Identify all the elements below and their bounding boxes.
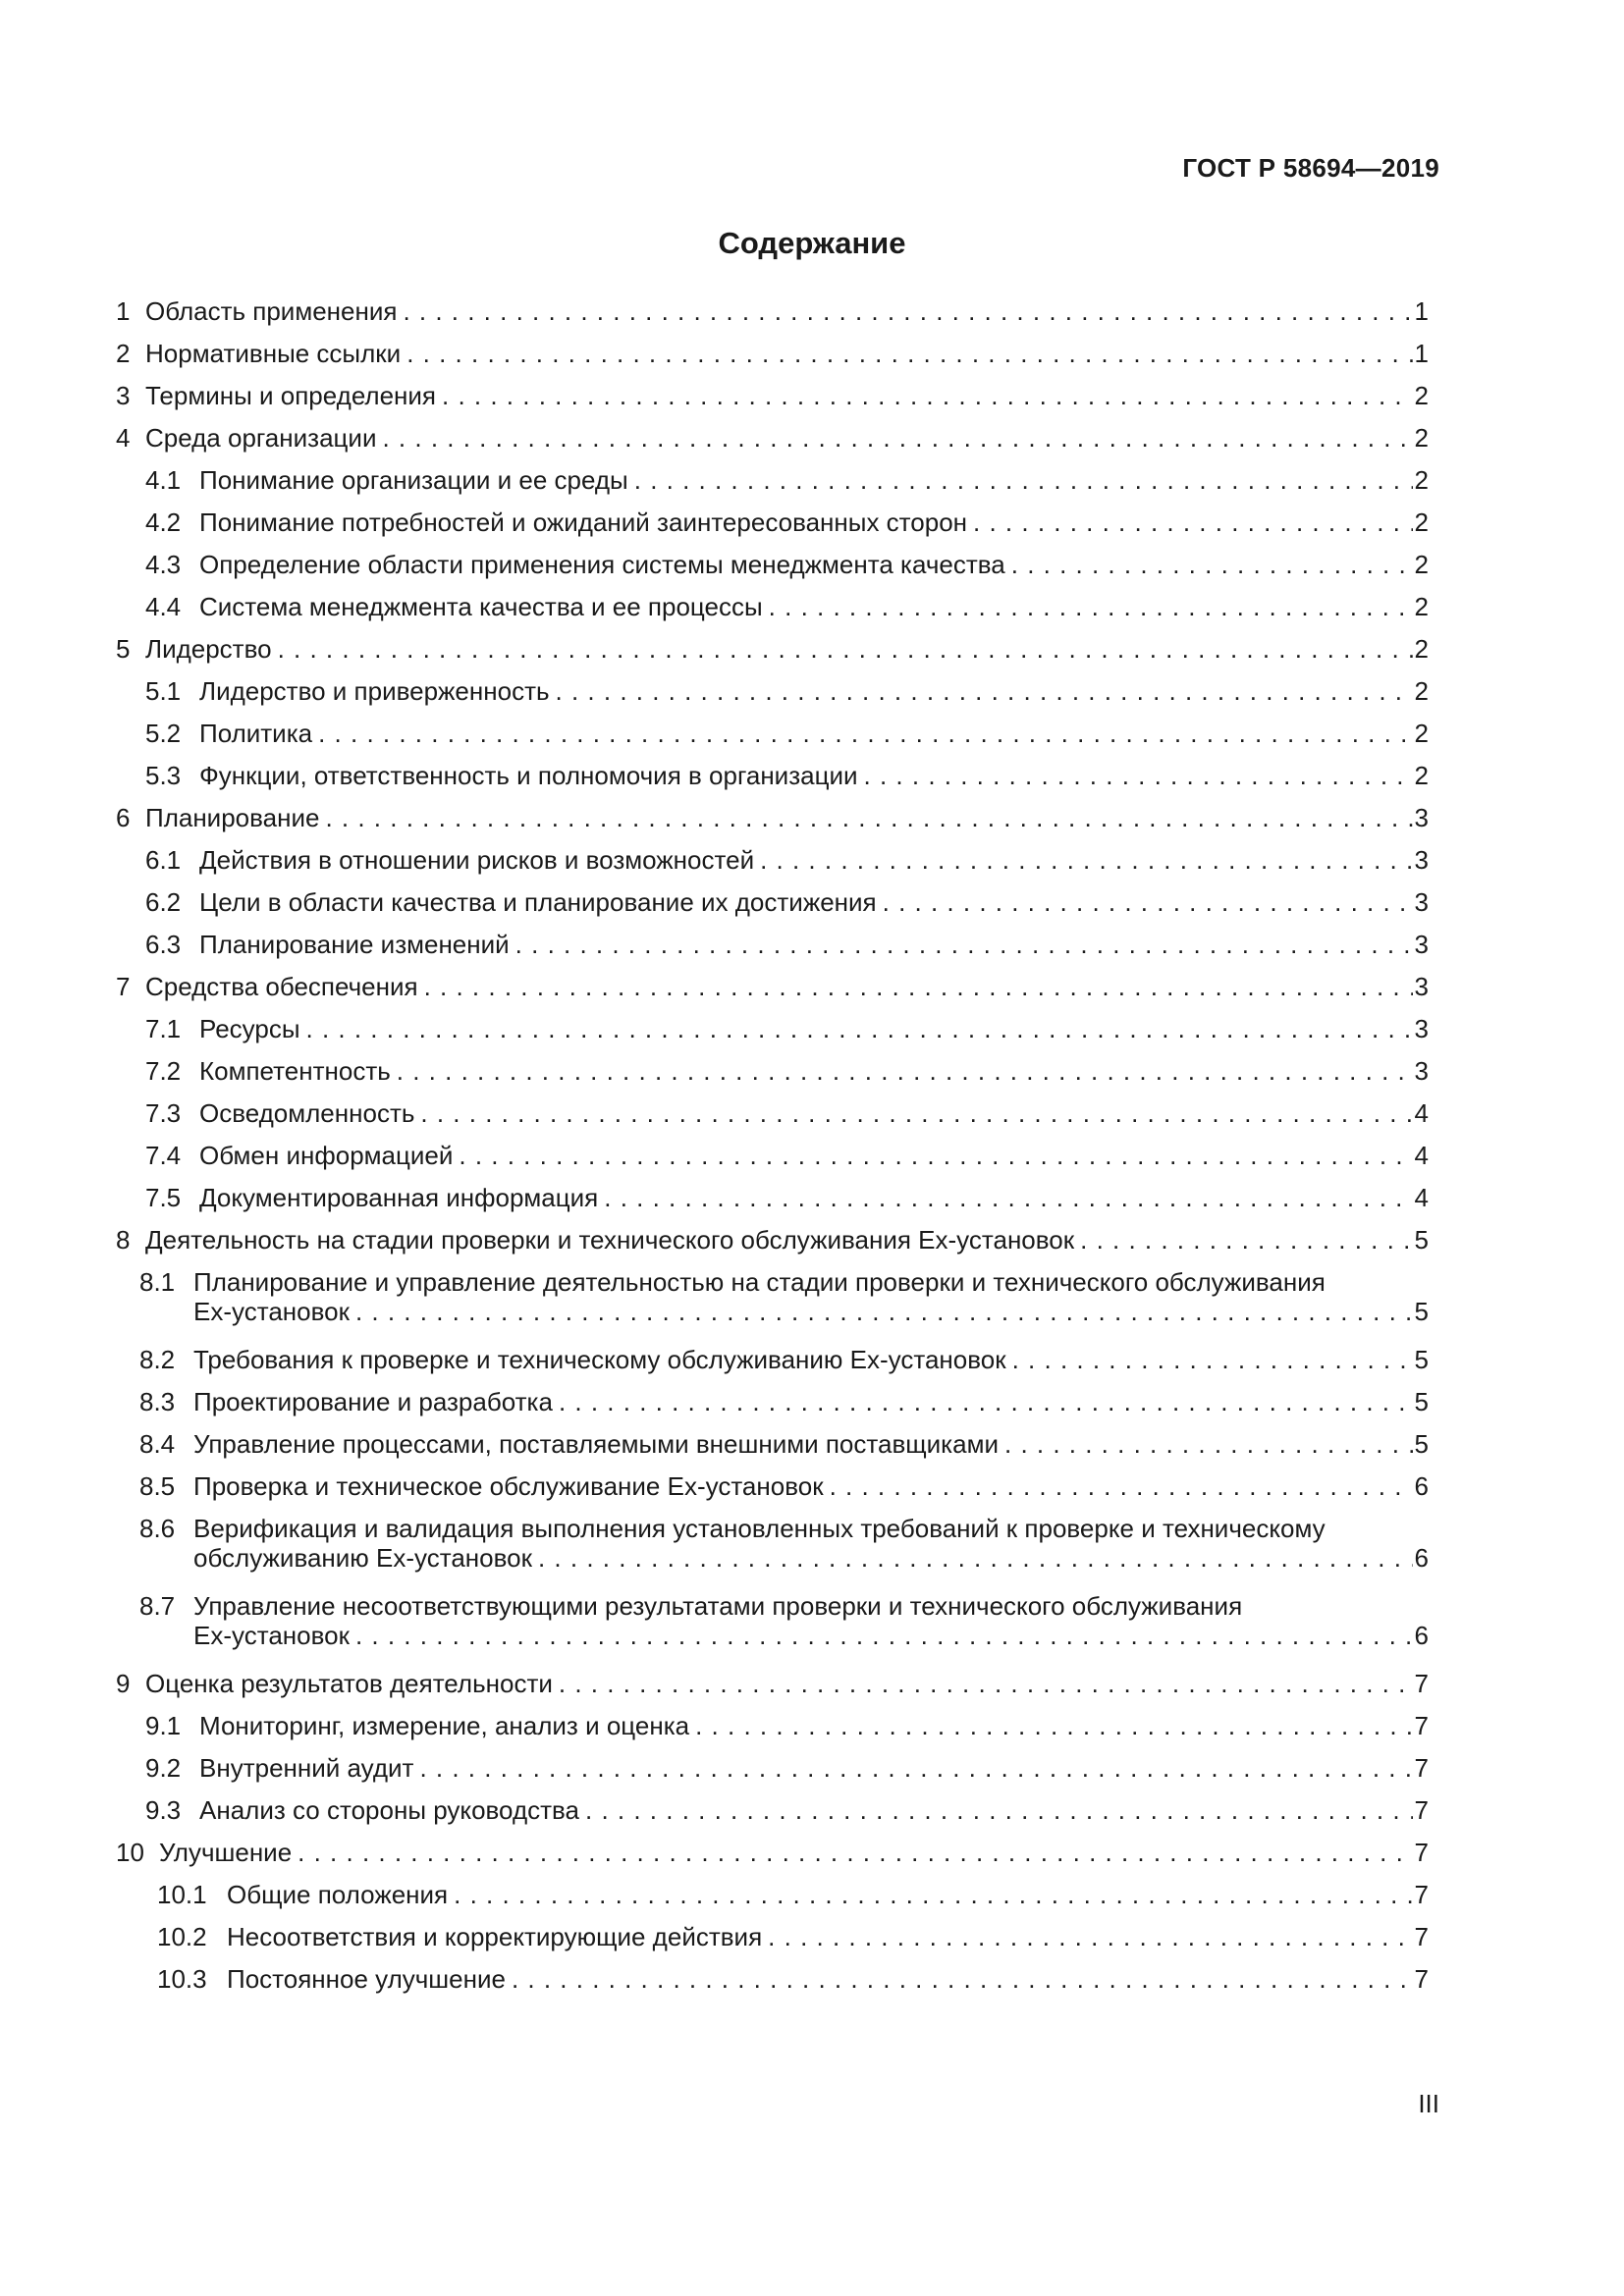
toc-entry-8[interactable]	[116, 1225, 1429, 1267]
toc-entry-text-continued: Ex-установок	[193, 1297, 350, 1326]
toc-entry-text: Система менеджмента качества и ее процессы	[199, 592, 763, 621]
toc-entry-text: Проектирование и разработка	[193, 1387, 553, 1416]
toc-entry-10-1[interactable]	[116, 1880, 1429, 1922]
toc-entry-4-3[interactable]	[116, 550, 1429, 592]
toc-entry-number: 7.2	[145, 1056, 182, 1086]
toc-entry-number: 8.6	[139, 1514, 176, 1543]
toc-entry-text: Ресурсы	[199, 1014, 300, 1043]
toc-entry-text: Деятельность на стадии проверки и технического обслуживания Ex-установок	[145, 1225, 1075, 1255]
dot-leader	[604, 1183, 1412, 1212]
toc-entry-8-2[interactable]	[116, 1345, 1429, 1387]
dot-leader	[325, 803, 1412, 832]
toc-entry-page: 3	[1414, 845, 1429, 875]
table-of-contents	[116, 296, 1429, 2006]
toc-entry-9-2[interactable]	[116, 1753, 1429, 1795]
page-number: III	[1418, 2089, 1439, 2118]
dot-leader	[406, 339, 1412, 368]
toc-entry-4[interactable]	[116, 423, 1429, 465]
toc-entry-page: 7	[1414, 1964, 1429, 1994]
toc-entry-page: 6	[1414, 1471, 1429, 1501]
toc-entry-text: Среда организации	[145, 423, 377, 453]
dot-leader	[355, 1297, 1413, 1326]
toc-entry-text: Обмен информацией	[199, 1141, 454, 1170]
dot-leader	[864, 761, 1413, 790]
dot-leader	[634, 465, 1413, 495]
dot-leader	[442, 381, 1413, 410]
toc-entry-2[interactable]	[116, 339, 1429, 381]
toc-entry-text: Нормативные ссылки	[145, 339, 402, 368]
toc-entry-7[interactable]	[116, 972, 1429, 1014]
toc-entry-page: 3	[1414, 930, 1429, 959]
toc-entry-number: 8.7	[139, 1591, 176, 1621]
toc-entry-page: 2	[1414, 423, 1429, 453]
toc-entry-number: 10	[116, 1838, 144, 1867]
toc-entry-page: 7	[1414, 1711, 1429, 1740]
dot-leader	[830, 1471, 1413, 1501]
toc-entry-page: 7	[1414, 1753, 1429, 1783]
dot-leader	[760, 845, 1412, 875]
toc-entry-number: 10.2	[157, 1922, 207, 1951]
toc-entry-page: 3	[1414, 1014, 1429, 1043]
toc-entry-text: Постоянное улучшение	[227, 1964, 506, 1994]
toc-entry-number: 3	[116, 381, 131, 410]
dot-leader	[1012, 1345, 1413, 1374]
dot-leader	[556, 676, 1413, 706]
toc-entry-number: 4.1	[145, 465, 182, 495]
dot-leader	[1011, 550, 1413, 579]
toc-entry-text: Управление несоответствующими результатами проверки и технического обслуживания	[193, 1591, 1243, 1621]
toc-entry-page: 2	[1414, 676, 1429, 706]
toc-entry-5[interactable]	[116, 634, 1429, 676]
toc-entry-5-1[interactable]	[116, 676, 1429, 719]
toc-entry-number: 6.2	[145, 887, 182, 917]
toc-entry-text: Планирование изменений	[199, 930, 510, 959]
toc-entry-page: 1	[1414, 296, 1429, 326]
toc-entry-text: Общие положения	[227, 1880, 449, 1909]
toc-entry-text: Мониторинг, измерение, анализ и оценка	[199, 1711, 690, 1740]
dot-leader	[318, 719, 1412, 748]
toc-entry-6-3[interactable]	[116, 930, 1429, 972]
toc-entry-6[interactable]	[116, 803, 1429, 845]
toc-entry-page: 5	[1414, 1225, 1429, 1255]
toc-entry-7-2[interactable]	[116, 1056, 1429, 1098]
dot-leader	[420, 1098, 1412, 1128]
toc-entry-text: Лидерство и приверженность	[199, 676, 550, 706]
toc-entry-page: 6	[1414, 1621, 1429, 1650]
document-code: ГОСТ Р 58694—2019	[1182, 153, 1439, 183]
toc-entry-number: 5	[116, 634, 131, 664]
toc-entry-page: 5	[1414, 1297, 1429, 1326]
dot-leader	[298, 1838, 1412, 1867]
toc-entry-number: 8.3	[139, 1387, 176, 1416]
dot-leader	[397, 1056, 1413, 1086]
toc-entry-number: 5.3	[145, 761, 182, 790]
toc-entry-8-1[interactable]	[116, 1267, 1429, 1345]
toc-entry-7-1[interactable]	[116, 1014, 1429, 1056]
dot-leader	[768, 1922, 1412, 1951]
toc-entry-1[interactable]	[116, 296, 1429, 339]
toc-entry-8-3[interactable]	[116, 1387, 1429, 1429]
toc-entry-page: 7	[1414, 1922, 1429, 1951]
toc-entry-page: 7	[1414, 1880, 1429, 1909]
toc-entry-4-2[interactable]	[116, 507, 1429, 550]
toc-entry-10-2[interactable]	[116, 1922, 1429, 1964]
toc-entry-number: 7.4	[145, 1141, 182, 1170]
toc-entry-number: 4	[116, 423, 131, 453]
toc-entry-text: Действия в отношении рисков и возможностей	[199, 845, 755, 875]
toc-entry-number: 10.3	[157, 1964, 207, 1994]
toc-entry-7-4[interactable]	[116, 1141, 1429, 1183]
toc-entry-page: 7	[1414, 1838, 1429, 1867]
toc-entry-6-1[interactable]	[116, 845, 1429, 887]
toc-entry-5-3[interactable]	[116, 761, 1429, 803]
dot-leader	[512, 1964, 1413, 1994]
toc-entry-text-continued: Ex-установок	[193, 1621, 350, 1650]
toc-entry-text: Анализ со стороны руководства	[199, 1795, 580, 1825]
toc-entry-number: 10.1	[157, 1880, 207, 1909]
toc-entry-text: Компетентность	[199, 1056, 391, 1086]
toc-entry-text: Функции, ответственность и полномочия в организации	[199, 761, 858, 790]
dot-leader	[459, 1141, 1412, 1170]
toc-entry-10-3[interactable]	[116, 1964, 1429, 2006]
toc-entry-page: 2	[1414, 634, 1429, 664]
toc-entry-text: Термины и определения	[145, 381, 437, 410]
toc-entry-page: 4	[1414, 1141, 1429, 1170]
toc-entry-text: Понимание организации и ее среды	[199, 465, 628, 495]
toc-entry-page: 3	[1414, 972, 1429, 1001]
toc-entry-7-5[interactable]	[116, 1183, 1429, 1225]
toc-entry-number: 6.1	[145, 845, 182, 875]
toc-entry-number: 8.4	[139, 1429, 176, 1459]
toc-entry-7-3[interactable]	[116, 1098, 1429, 1141]
dot-leader	[454, 1880, 1412, 1909]
toc-entry-number: 7.1	[145, 1014, 182, 1043]
toc-entry-10[interactable]	[116, 1838, 1429, 1880]
toc-entry-text: Внутренний аудит	[199, 1753, 414, 1783]
toc-entry-page: 2	[1414, 719, 1429, 748]
toc-entry-text: Оценка результатов деятельности	[145, 1669, 553, 1698]
dot-leader	[382, 423, 1412, 453]
toc-entry-text: Верификация и валидация выполнения установленных требований к проверке и техническому	[193, 1514, 1326, 1543]
toc-entry-page: 5	[1414, 1429, 1429, 1459]
toc-entry-number: 9	[116, 1669, 131, 1698]
toc-entry-text: Осведомленность	[199, 1098, 415, 1128]
toc-entry-number: 9.2	[145, 1753, 182, 1783]
toc-entry-page: 3	[1414, 803, 1429, 832]
toc-entry-text: Определение области применения системы менеджмента качества	[199, 550, 1005, 579]
toc-entry-page: 2	[1414, 507, 1429, 537]
toc-entry-text-continued: обслуживанию Ex-установок	[193, 1543, 532, 1573]
toc-entry-text: Требования к проверке и техническому обслуживанию Ex-установок	[193, 1345, 1006, 1374]
toc-entry-8-4[interactable]	[116, 1429, 1429, 1471]
toc-entry-text: Улучшение	[159, 1838, 293, 1867]
dot-leader	[559, 1387, 1413, 1416]
toc-entry-number: 5.1	[145, 676, 182, 706]
toc-entry-page: 2	[1414, 465, 1429, 495]
dot-leader	[538, 1543, 1413, 1573]
toc-entry-page: 2	[1414, 381, 1429, 410]
toc-entry-page: 3	[1414, 887, 1429, 917]
toc-entry-number: 1	[116, 296, 131, 326]
dot-leader	[973, 507, 1413, 537]
toc-entry-9[interactable]	[116, 1669, 1429, 1711]
dot-leader	[419, 1753, 1412, 1783]
dot-leader	[585, 1795, 1413, 1825]
toc-entry-text: Планирование и управление деятельностью на стадии проверки и технического обслуживания	[193, 1267, 1326, 1297]
dot-leader	[1004, 1429, 1413, 1459]
toc-entry-number: 8.5	[139, 1471, 176, 1501]
toc-entry-3[interactable]	[116, 381, 1429, 423]
toc-entry-page: 1	[1414, 339, 1429, 368]
toc-entry-text: Планирование	[145, 803, 320, 832]
toc-entry-text: Средства обеспечения	[145, 972, 418, 1001]
toc-entry-9-3[interactable]	[116, 1795, 1429, 1838]
toc-entry-4-1[interactable]	[116, 465, 1429, 507]
toc-entry-number: 6	[116, 803, 131, 832]
toc-entry-page: 4	[1414, 1098, 1429, 1128]
toc-entry-number: 9.3	[145, 1795, 182, 1825]
toc-entry-text: Область применения	[145, 296, 398, 326]
toc-entry-number: 8	[116, 1225, 131, 1255]
toc-entry-number: 7.5	[145, 1183, 182, 1212]
toc-entry-page: 5	[1414, 1345, 1429, 1374]
toc-entry-8-5[interactable]	[116, 1471, 1429, 1514]
dot-leader	[424, 972, 1413, 1001]
toc-entry-text: Управление процессами, поставляемыми внешними поставщиками	[193, 1429, 999, 1459]
toc-entry-page: 5	[1414, 1387, 1429, 1416]
dot-leader	[769, 592, 1413, 621]
toc-entry-6-2[interactable]	[116, 887, 1429, 930]
toc-entry-text: Лидерство	[145, 634, 272, 664]
toc-entry-number: 4.2	[145, 507, 182, 537]
dot-leader	[306, 1014, 1413, 1043]
dot-leader	[515, 930, 1413, 959]
toc-entry-text: Несоответствия и корректирующие действия	[227, 1922, 763, 1951]
dot-leader	[355, 1621, 1413, 1650]
toc-entry-8-6[interactable]	[116, 1514, 1429, 1591]
toc-entry-page: 6	[1414, 1543, 1429, 1573]
toc-entry-number: 4.3	[145, 550, 182, 579]
toc-entry-number: 6.3	[145, 930, 182, 959]
toc-entry-8-7[interactable]	[116, 1591, 1429, 1669]
toc-entry-text: Проверка и техническое обслуживание Ex-установок	[193, 1471, 824, 1501]
toc-entry-4-4[interactable]	[116, 592, 1429, 634]
toc-entry-number: 4.4	[145, 592, 182, 621]
toc-entry-number: 8.2	[139, 1345, 176, 1374]
toc-entry-page: 2	[1414, 761, 1429, 790]
toc-entry-text: Цели в области качества и планирование их достижения	[199, 887, 877, 917]
dot-leader	[403, 296, 1412, 326]
dot-leader	[559, 1669, 1413, 1698]
toc-entry-text: Понимание потребностей и ожиданий заинтересованных сторон	[199, 507, 968, 537]
toc-entry-number: 9.1	[145, 1711, 182, 1740]
toc-entry-9-1[interactable]	[116, 1711, 1429, 1753]
dot-leader	[278, 634, 1413, 664]
toc-entry-page: 7	[1414, 1795, 1429, 1825]
toc-entry-number: 7.3	[145, 1098, 182, 1128]
toc-entry-text: Документированная информация	[199, 1183, 599, 1212]
toc-entry-page: 2	[1414, 550, 1429, 579]
dot-leader	[1080, 1225, 1412, 1255]
toc-entry-page: 4	[1414, 1183, 1429, 1212]
toc-entry-number: 5.2	[145, 719, 182, 748]
toc-entry-text: Политика	[199, 719, 313, 748]
toc-entry-number: 8.1	[139, 1267, 176, 1297]
toc-entry-number: 2	[116, 339, 131, 368]
toc-entry-5-2[interactable]	[116, 719, 1429, 761]
toc-entry-page: 2	[1414, 592, 1429, 621]
toc-entry-number: 7	[116, 972, 131, 1001]
toc-entry-page: 3	[1414, 1056, 1429, 1086]
toc-entry-page: 7	[1414, 1669, 1429, 1698]
dot-leader	[695, 1711, 1412, 1740]
toc-title: Содержание	[718, 226, 906, 260]
dot-leader	[883, 887, 1413, 917]
